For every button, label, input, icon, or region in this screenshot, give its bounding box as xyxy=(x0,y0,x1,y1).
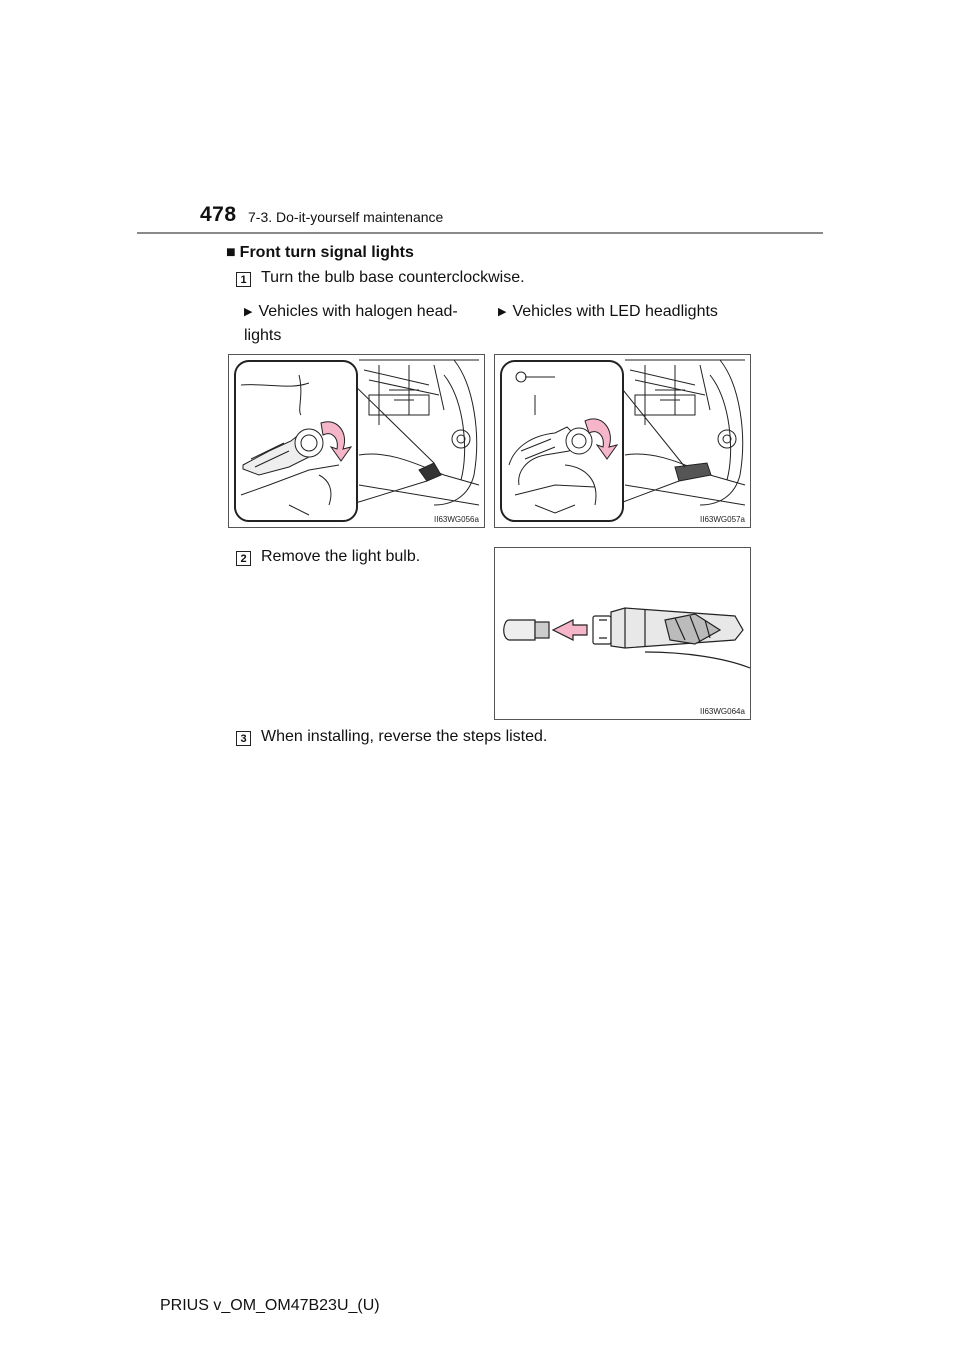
step-1-badge: 1 xyxy=(236,272,251,287)
step-3-text: When installing, reverse the steps listed. xyxy=(261,728,548,745)
play-arrow-icon: ▶ xyxy=(498,306,507,318)
variant-led xyxy=(498,300,758,324)
led-illustration xyxy=(495,355,750,527)
section-title: 7-3. Do-it-yourself maintenance xyxy=(248,209,444,225)
figure-halogen-code: II63WG056a xyxy=(434,515,479,524)
step-2-badge: 2 xyxy=(236,551,251,566)
bulb-removal-illustration xyxy=(495,548,750,719)
variant-halogen-line1: Vehicles with halogen head- xyxy=(258,303,458,320)
figure-led xyxy=(494,354,751,528)
figure-bulb-code: II63WG064a xyxy=(700,707,745,716)
step-1-text: Turn the bulb base counterclockwise. xyxy=(261,269,525,286)
halogen-illustration xyxy=(229,355,484,527)
figure-led-code: II63WG057a xyxy=(700,515,745,524)
step-3-badge: 3 xyxy=(236,731,251,746)
section-heading xyxy=(226,244,414,262)
variant-halogen-line2: lights xyxy=(244,327,282,344)
heading-text: Front turn signal lights xyxy=(239,244,414,261)
figure-halogen xyxy=(228,354,485,528)
variant-halogen xyxy=(244,300,480,347)
header-rule xyxy=(137,232,823,234)
figure-bulb-removal xyxy=(494,547,751,720)
play-arrow-icon: ▶ xyxy=(244,306,253,318)
variant-led-line1: Vehicles with LED headlights xyxy=(512,303,718,320)
document-footer: PRIUS v_OM_OM47B23U_(U) xyxy=(160,1297,380,1314)
page-number: 478 xyxy=(200,203,237,226)
step-2-text: Remove the light bulb. xyxy=(261,548,421,565)
heading-marker: ■ xyxy=(226,244,236,261)
